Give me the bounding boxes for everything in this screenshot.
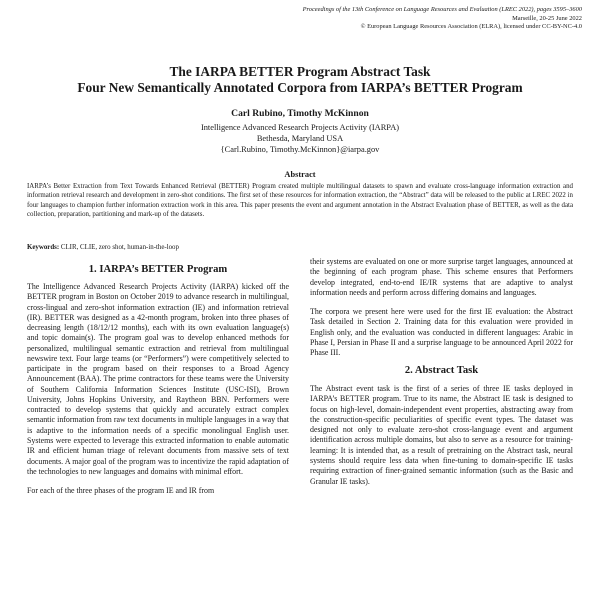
section2-paragraph: The Abstract event task is the first of a series of three IE tasks deployed in IARPA’s BETTER program. True to its name, the Abstract IE task is designed to focus on high-level, domain-independent event properties, abstracting away from the construction-specific peculiarities of specific event types. The dataset was designed not only to evaluate zero-shot cross-language event and argument identification across multiple domains, but also to serve as a resource for training-learning: It is intended that, as a result of pretraining on the Abstract task, neural systems should require less data when fine-tuning to domain-specific IE tasks requiring extraction of finer-grained semantic information (such as the Basic and Granular IE tasks). [310,384,573,486]
right-column [310,257,573,487]
affiliation-email: {Carl.Rubino, Timothy.McKinnon}@iarpa.gov [220,145,380,155]
abstract-text: IARPA’s Better Extraction from Text Towards Enhanced Retrieval (BETTER) Program created multiple multilingual datasets to spawn and evaluate cross-language information extraction and information retrieval research and development in zero-shot conditions. The first set of these resources for information extraction, the “Abstract” data will be released to the public at LREC 2022 in four languages to champion further information extraction work in this area. This paper presents the event and argument annotation in the Abstract Evaluation phase of BETTER, as well as the data collection, preparation, partitioning and mark-up of the datasets. [27,183,573,219]
affiliation [0,122,600,156]
keywords-text: CLIR, CLIE, zero shot, human-in-the-loop [59,244,179,251]
abstract-heading: Abstract [284,170,316,179]
authors: Carl Rubino, Timothy McKinnon [231,108,369,119]
header-license-line: © European Language Resources Association (ELRA), licensed under CC-BY-NC-4.0 [360,23,582,31]
proceedings-header [162,6,582,32]
paper-title-line2: Four New Semantically Annotated Corpora from IARPA’s BETTER Program [77,80,523,95]
left-column [27,282,289,496]
section1-paragraph: The corpora we present here were used for the first IE evaluation: the Abstract Task detailed in Section 2. Training data for this evaluation were provided in English only, and the evaluation was conducted in different languages: Arabic in Phase I, Persian in Phase II and a surprise language to be announced April 2022 for Phase III. [310,307,573,358]
section1-paragraph: For each of the three phases of the program IE and IR from [27,486,215,496]
section1-paragraph: The Intelligence Advanced Research Projects Activity (IARPA) kicked off the BETTER program in Boston on October 2019 to advance research in multilingual, cross-lingual and zero-shot information extraction (IE) and information retrieval (IR). BETTER was designed as a 42-month program, broken into three phases of decreasing length (18/12/12 months), each with its own evaluation language(s) and topic domain(s). The program goal was to develop enhanced methods for personalized, multilingual semantic extraction and retrieval from multilingual newswire text. Four large teams (or “Performers”) were competitively selected to participate in the program based on their responses to a Broad Agency Announcement (BAA). The prime contractors for these teams were the University of Southern California Information Sciences Institute (USC-ISI), Brown University, Johns Hopkins University, and Raytheon BBN. Performers were contracted to develop systems that quickly and accurately extract complex semantic information from raw text documents in multiple languages in a way that is adaptive to the information needs of a specific monolingual English user. Systems were expected to leverage this extracted information to enable automatic IR and efficient human triage of relevant documents from massive sets of text documents. A major goal of the program was to incentivize the rapid adaptation of the technologies to new languages and domains with minimal effort. [27,282,289,476]
keywords [27,244,573,251]
section2-heading: 2. Abstract Task [404,365,479,377]
keywords-label: Keywords: [27,244,60,251]
affiliation-org: Intelligence Advanced Research Projects Activity (IARPA) [200,123,400,132]
header-location-line: Marseille, 20-25 June 2022 [512,14,582,22]
header-proceedings-line: Proceedings of the 13th Conference on Language Resources and Evaluation (LREC 2022), pages 3595–3600 [302,6,582,13]
paper-title-line1: The IARPA BETTER Program Abstract Task [169,64,431,79]
affiliation-city: Bethesda, Maryland USA [256,134,344,144]
section1-heading: 1. IARPA’s BETTER Program [88,264,228,275]
section1-paragraph: their systems are evaluated on one or more surprise target languages, announced at the beginning of each program phase. This scheme ensures that Performers develop integrated, end-to-end IE/IR systems that are adaptive to analyst information needs and perform across differing domains and languages. [310,257,573,297]
